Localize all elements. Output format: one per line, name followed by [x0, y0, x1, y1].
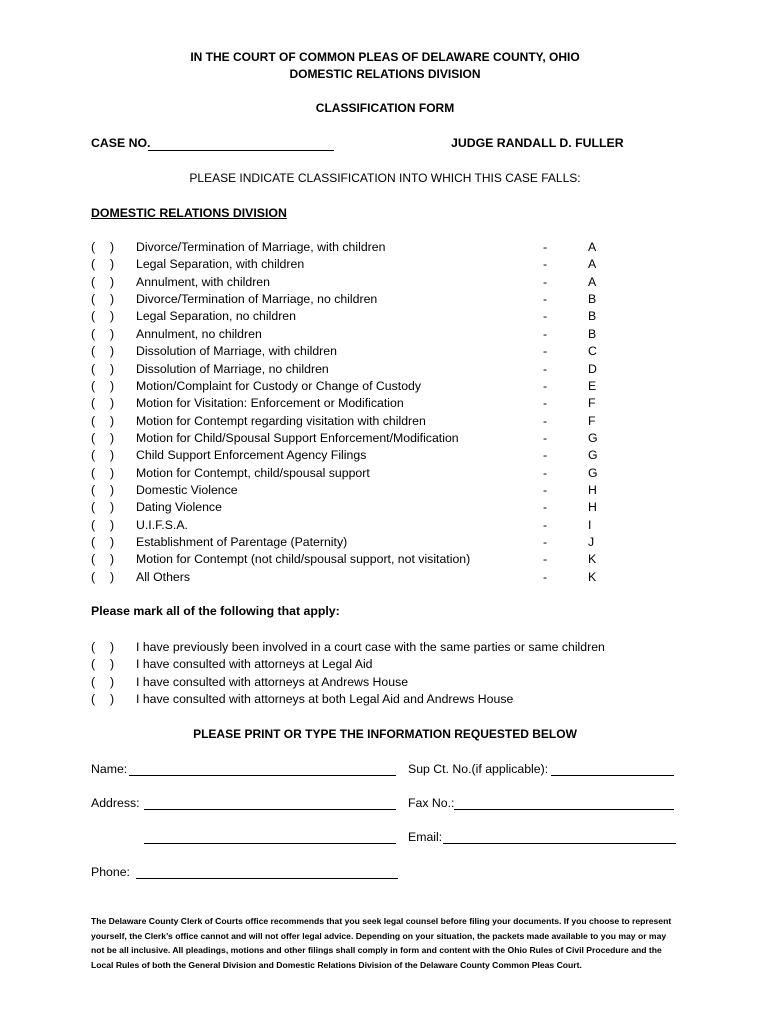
checkbox-open-paren: ( [91, 465, 96, 480]
checkbox-open-paren: ( [91, 657, 96, 672]
checkbox-open-paren: ( [91, 448, 96, 463]
checkbox-close-paren: ) [110, 465, 115, 480]
classification-label: Motion/Complaint for Custody or Change of Custody [136, 378, 422, 393]
classification-code: B [588, 309, 597, 324]
classification-label: Motion for Visitation: Enforcement or Modification [136, 396, 404, 411]
phone-field[interactable] [136, 878, 398, 879]
classification-label: Domestic Violence [136, 482, 238, 497]
checkbox-close-paren: ) [110, 257, 115, 272]
classification-dash: - [543, 482, 548, 497]
classification-label: Dissolution of Marriage, with children [136, 344, 337, 359]
classification-label: Annulment, with children [136, 274, 270, 289]
classification-code: K [588, 569, 597, 584]
classification-dash: - [543, 326, 548, 341]
checkbox-open-paren: ( [91, 344, 96, 359]
classification-dash: - [543, 535, 548, 549]
case-no-field[interactable] [148, 150, 334, 151]
checkbox-close-paren: ) [110, 692, 115, 706]
classification-code: B [588, 292, 597, 307]
classification-code: J [588, 535, 595, 549]
checkbox-close-paren: ) [110, 361, 115, 376]
form-title: CLASSIFICATION FORM [315, 101, 455, 115]
fax-label: Fax No.: [408, 796, 455, 810]
classification-label: Dating Violence [136, 500, 222, 515]
classification-code: A [588, 274, 597, 289]
checkbox-close-paren: ) [110, 274, 115, 289]
classification-instruction: PLEASE INDICATE CLASSIFICATION INTO WHICH THIS CASE FALLS: [189, 171, 581, 185]
classification-dash: - [543, 500, 548, 515]
checkbox-open-paren: ( [91, 569, 96, 584]
classification-dash: - [543, 396, 548, 411]
checkbox-close-paren: ) [110, 309, 115, 324]
court-heading: IN THE COURT OF COMMON PLEAS OF DELAWARE COUNTY, OHIO [190, 50, 580, 64]
checkbox-close-paren: ) [110, 552, 115, 567]
checkbox-close-paren: ) [110, 240, 115, 254]
classification-label: Divorce/Termination of Marriage, with children [136, 240, 386, 254]
checkbox-close-paren: ) [110, 640, 115, 654]
checkbox-open-paren: ( [91, 240, 96, 254]
checkbox-open-paren: ( [91, 517, 96, 532]
checkbox-open-paren: ( [91, 274, 96, 289]
checkbox-close-paren: ) [110, 569, 115, 584]
classification-dash: - [543, 465, 548, 480]
classification-code: G [588, 465, 598, 480]
classification-dash: - [543, 344, 548, 359]
checkbox-close-paren: ) [110, 674, 115, 689]
checkbox-open-paren: ( [91, 292, 96, 307]
checkbox-close-paren: ) [110, 292, 115, 307]
checkbox-open-paren: ( [91, 640, 96, 654]
classification-label: Divorce/Termination of Marriage, no children [136, 292, 378, 307]
classification-dash: - [543, 292, 548, 307]
checkbox-close-paren: ) [110, 396, 115, 411]
fax-field[interactable] [454, 809, 674, 810]
checkbox-open-paren: ( [91, 257, 96, 272]
classification-code: H [588, 500, 597, 515]
classification-dash: - [543, 309, 548, 324]
checkbox-open-paren: ( [91, 692, 96, 706]
address-label: Address: [91, 796, 140, 810]
classification-code: K [588, 552, 597, 567]
classification-code: C [588, 344, 597, 359]
checkbox-open-paren: ( [91, 482, 96, 497]
classification-dash: - [543, 274, 548, 289]
classification-code: H [588, 482, 597, 497]
classification-dash: - [543, 361, 548, 376]
section-heading: DOMESTIC RELATIONS DIVISION [91, 206, 287, 220]
checkbox-close-paren: ) [110, 535, 115, 549]
classification-code: B [588, 326, 597, 341]
checkbox-close-paren: ) [110, 482, 115, 497]
checkbox-open-paren: ( [91, 326, 96, 341]
classification-label: All Others [136, 569, 190, 584]
classification-dash: - [543, 430, 548, 445]
print-heading: PLEASE PRINT OR TYPE THE INFORMATION REQUESTED BELOW [193, 727, 577, 741]
classification-code: F [588, 413, 596, 428]
classification-label: Motion for Contempt (not child/spousal support, not visitation) [136, 552, 471, 567]
name-field[interactable] [129, 775, 396, 776]
judge-name: JUDGE RANDALL D. FULLER [451, 136, 624, 150]
checkbox-close-paren: ) [110, 517, 115, 532]
classification-code: E [588, 378, 597, 393]
checkbox-close-paren: ) [110, 413, 115, 428]
classification-dash: - [543, 448, 548, 463]
checkbox-open-paren: ( [91, 552, 96, 567]
classification-label: Establishment of Parentage (Paternity) [136, 535, 348, 549]
checkbox-open-paren: ( [91, 413, 96, 428]
checkbox-close-paren: ) [110, 326, 115, 341]
sup-ct-label: Sup Ct. No.(if applicable): [408, 762, 549, 776]
phone-label: Phone: [91, 865, 130, 879]
checkbox-open-paren: ( [91, 430, 96, 445]
classification-dash: - [543, 552, 548, 567]
classification-label: U.I.F.S.A. [136, 517, 188, 532]
checkbox-open-paren: ( [91, 361, 96, 376]
checkbox-close-paren: ) [110, 500, 115, 515]
checkbox-open-paren: ( [91, 674, 96, 689]
checkbox-open-paren: ( [91, 535, 96, 549]
email-label: Email: [408, 830, 443, 844]
apply-label: I have consulted with attorneys at Legal Aid [136, 657, 373, 672]
classification-label: Legal Separation, with children [136, 257, 305, 272]
name-label: Name: [91, 762, 128, 776]
checkbox-open-paren: ( [91, 378, 96, 393]
classification-code: G [588, 448, 598, 463]
classification-label: Motion for Contempt regarding visitation with children [136, 413, 426, 428]
address-field-line-1[interactable] [144, 809, 396, 810]
classification-dash: - [543, 413, 548, 428]
case-no-label: CASE NO. [91, 136, 151, 150]
classification-code: G [588, 430, 598, 445]
classification-dash: - [543, 378, 548, 393]
classification-dash: - [543, 517, 548, 532]
checkbox-close-paren: ) [110, 430, 115, 445]
classification-code: F [588, 396, 596, 411]
classification-dash: - [543, 569, 548, 584]
classification-code: A [588, 240, 597, 254]
classification-label: Legal Separation, no children [136, 309, 296, 324]
apply-label: I have previously been involved in a court case with the same parties or same children [136, 640, 605, 654]
checkbox-close-paren: ) [110, 344, 115, 359]
checkbox-close-paren: ) [110, 378, 115, 393]
apply-label: I have consulted with attorneys at Andrews House [136, 674, 409, 689]
checkbox-open-paren: ( [91, 396, 96, 411]
classification-label: Dissolution of Marriage, no children [136, 361, 329, 376]
checkbox-open-paren: ( [91, 309, 96, 324]
footer-disclaimer: The Delaware County Clerk of Courts office recommends that you seek legal counsel before filing your documents. If you choose to represent yourself, the Clerk’s office cannot and will not offer legal advice. Depending on your situation, the packets made available to you may or may not be all inclusive. All pleadings, motions and other filings shall comply in form and content with the Ohio Rules of Civil Procedure and the Local Rules of both the General Division and Domestic Relations Division of the Delaware County Common Pleas Court. [91, 916, 672, 970]
classification-dash: - [543, 257, 548, 272]
classification-code: D [588, 361, 597, 376]
classification-code: I [588, 517, 592, 532]
checkbox-close-paren: ) [110, 448, 115, 463]
checkbox-close-paren: ) [110, 657, 115, 672]
apply-label: I have consulted with attorneys at both Legal Aid and Andrews House [136, 692, 514, 706]
classification-label: Motion for Child/Spousal Support Enforcement/Modification [136, 430, 459, 445]
classification-code: A [588, 257, 597, 272]
division-heading: DOMESTIC RELATIONS DIVISION [289, 67, 481, 81]
address-field-line-2[interactable] [144, 843, 396, 844]
email-field[interactable] [443, 843, 676, 844]
classification-dash: - [543, 240, 548, 254]
classification-label: Motion for Contempt, child/spousal support [136, 465, 370, 480]
classification-label: Child Support Enforcement Agency Filings [136, 448, 367, 463]
checkbox-open-paren: ( [91, 500, 96, 515]
apply-heading: Please mark all of the following that apply: [91, 604, 340, 618]
classification-label: Annulment, no children [136, 326, 262, 341]
sup-ct-field[interactable] [551, 775, 674, 776]
